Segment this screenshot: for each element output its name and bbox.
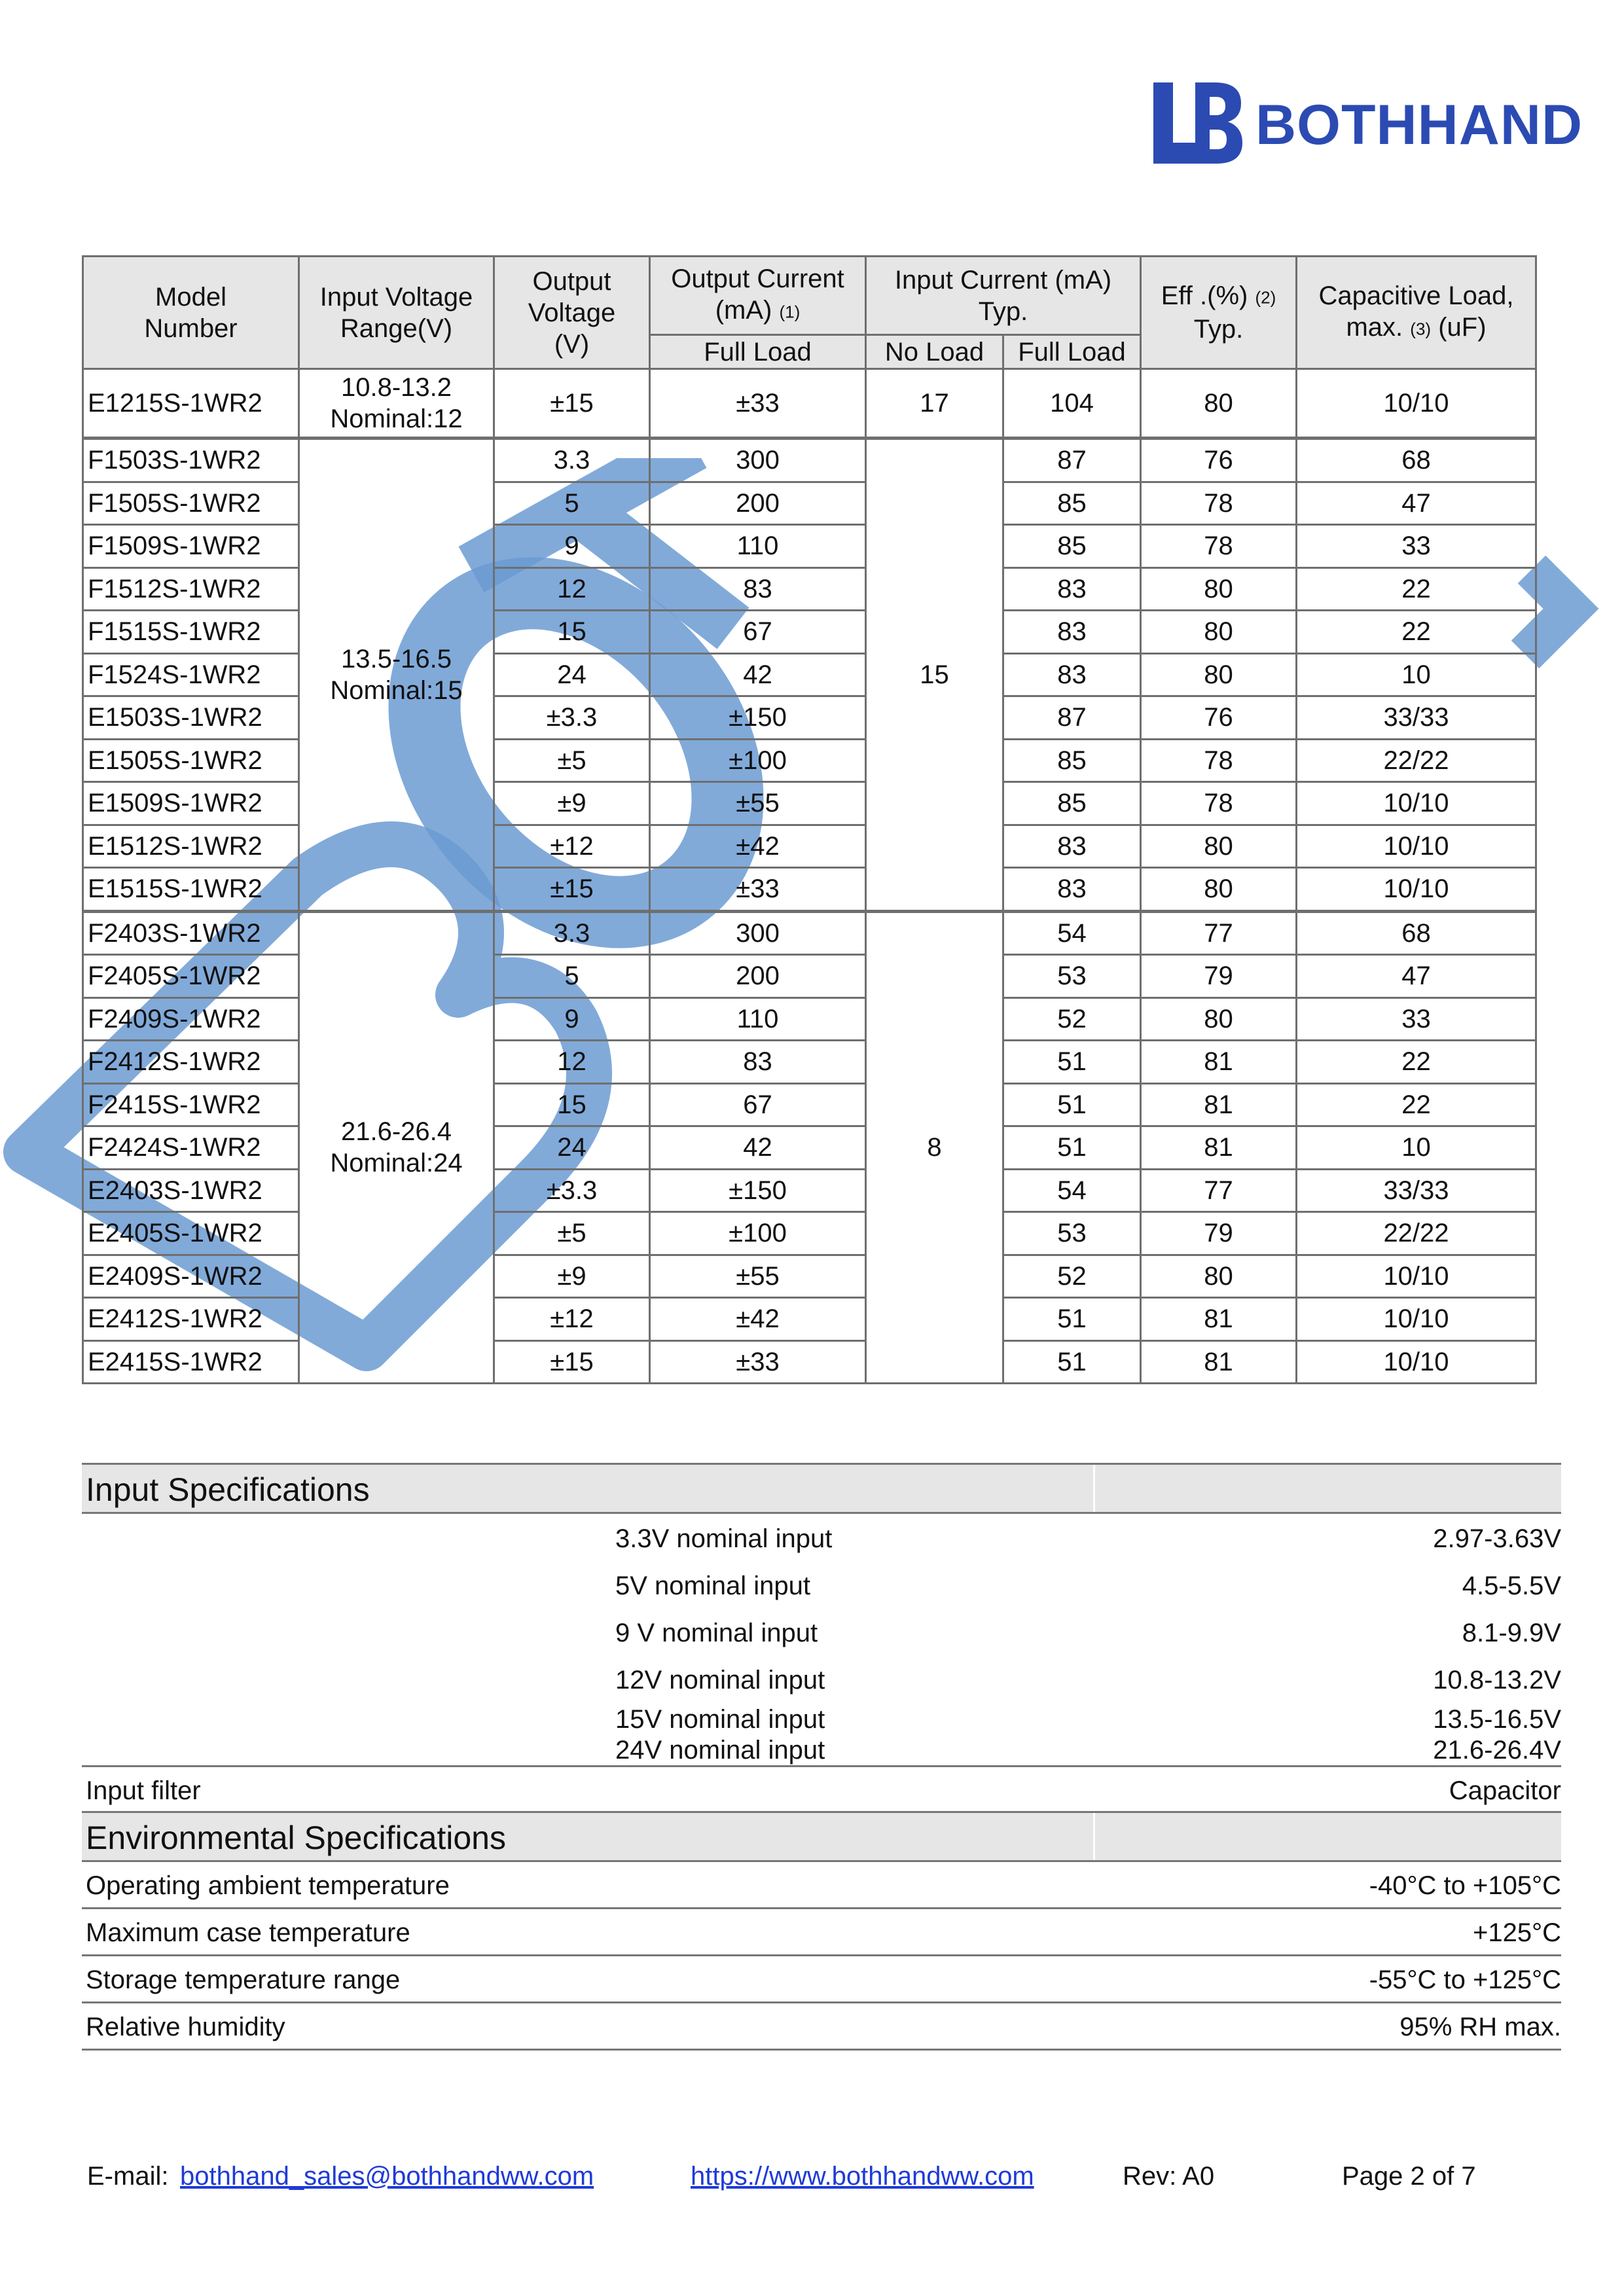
cell-output-current: 42 bbox=[650, 1126, 866, 1170]
cell-output-current: 200 bbox=[650, 482, 866, 525]
cell-capacitive-load: 22/22 bbox=[1297, 1212, 1536, 1255]
cell-model: E1505S-1WR2 bbox=[83, 739, 299, 782]
header-input-current: Input Current (mA) Typ. bbox=[866, 257, 1141, 335]
cell-capacitive-load: 33 bbox=[1297, 525, 1536, 568]
header-input-voltage-range: Input Voltage Range(V) bbox=[299, 257, 494, 369]
cell-capacitive-load: 10/10 bbox=[1297, 1298, 1536, 1341]
cell-capacitive-load: 10 bbox=[1297, 653, 1536, 696]
cell-output-current: 300 bbox=[650, 911, 866, 955]
range-value: 10.8-13.2 bbox=[340, 373, 452, 402]
cell-output-voltage: ±15 bbox=[494, 868, 650, 912]
cell-output-voltage: ±3.3 bbox=[494, 696, 650, 740]
cell-output-current: 110 bbox=[650, 997, 866, 1041]
cell-output-current: 67 bbox=[650, 1083, 866, 1126]
cell-efficiency: 80 bbox=[1141, 868, 1297, 912]
table-row bbox=[83, 439, 1536, 482]
spec-label: 9 V nominal input bbox=[615, 1619, 818, 1647]
spec-row bbox=[82, 1862, 1561, 1909]
table-row bbox=[83, 911, 1536, 955]
cell-capacitive-load: 10/10 bbox=[1297, 782, 1536, 825]
header-output-current: Output Current (mA) (1) bbox=[650, 257, 866, 335]
spec-row bbox=[82, 1617, 1561, 1649]
cell-full-load-current: 83 bbox=[1003, 825, 1141, 868]
cell-model: E2403S-1WR2 bbox=[83, 1169, 299, 1212]
cell-efficiency: 81 bbox=[1141, 1340, 1297, 1384]
cell-capacitive-load: 22/22 bbox=[1297, 739, 1536, 782]
cell-output-current: ±33 bbox=[650, 1340, 866, 1384]
cell-output-current: 300 bbox=[650, 439, 866, 482]
spec-value: 10.8-13.2V bbox=[1433, 1666, 1561, 1695]
cell-full-load-current: 83 bbox=[1003, 567, 1141, 611]
cell-model: E1503S-1WR2 bbox=[83, 696, 299, 740]
cell-output-voltage: ±9 bbox=[494, 782, 650, 825]
cell-output-current: 42 bbox=[650, 653, 866, 696]
cell-full-load-current: 54 bbox=[1003, 911, 1141, 955]
spec-row bbox=[82, 1704, 1561, 1735]
spec-value: -55°C to +125°C bbox=[1369, 1965, 1561, 1994]
cell-full-load-current: 52 bbox=[1003, 997, 1141, 1041]
cell-capacitive-load: 10/10 bbox=[1297, 369, 1536, 439]
cell-output-voltage: 9 bbox=[494, 525, 650, 568]
cell-output-current: ±150 bbox=[650, 1169, 866, 1212]
spec-value: 21.6-26.4V bbox=[1433, 1736, 1561, 1765]
cell-capacitive-load: 22 bbox=[1297, 1083, 1536, 1126]
cell-full-load-current: 87 bbox=[1003, 439, 1141, 482]
cell-full-load-current: 51 bbox=[1003, 1041, 1141, 1084]
cell-efficiency: 80 bbox=[1141, 567, 1297, 611]
spec-value: 13.5-16.5V bbox=[1433, 1705, 1561, 1734]
spec-value: +125°C bbox=[1473, 1918, 1561, 1947]
cell-model: E1515S-1WR2 bbox=[83, 868, 299, 912]
cell-output-current: 110 bbox=[650, 525, 866, 568]
cell-efficiency: 80 bbox=[1141, 997, 1297, 1041]
header-model-number: Model Number bbox=[83, 257, 299, 369]
cell-model: E2405S-1WR2 bbox=[83, 1212, 299, 1255]
cell-model: E2409S-1WR2 bbox=[83, 1255, 299, 1298]
website-link[interactable]: https://www.bothhandww.com bbox=[691, 2162, 1034, 2191]
cell-model: E2412S-1WR2 bbox=[83, 1298, 299, 1341]
cell-output-current: ±42 bbox=[650, 825, 866, 868]
spec-label: 5V nominal input bbox=[615, 1571, 810, 1600]
spec-label: 12V nominal input bbox=[615, 1666, 825, 1695]
spec-row bbox=[82, 1570, 1561, 1602]
cell-capacitive-load: 10/10 bbox=[1297, 1340, 1536, 1384]
section-title: Input Specifications bbox=[86, 1471, 370, 1508]
cell-output-current: ±33 bbox=[650, 868, 866, 912]
cell-output-voltage: ±5 bbox=[494, 739, 650, 782]
cell-model: F1503S-1WR2 bbox=[83, 439, 299, 482]
range-value: 21.6-26.4 bbox=[340, 1117, 452, 1147]
cell-capacitive-load: 68 bbox=[1297, 439, 1536, 482]
range-nominal: Nominal:15 bbox=[330, 675, 463, 705]
cell-full-load-current: 52 bbox=[1003, 1255, 1141, 1298]
page-footer bbox=[87, 2160, 1527, 2199]
cell-output-voltage: 15 bbox=[494, 1083, 650, 1126]
range-nominal: Nominal:24 bbox=[330, 1149, 463, 1178]
cell-output-voltage: ±3.3 bbox=[494, 1169, 650, 1212]
cell-efficiency: 80 bbox=[1141, 653, 1297, 696]
spec-row bbox=[82, 1523, 1561, 1554]
cell-output-current: ±55 bbox=[650, 782, 866, 825]
cell-output-voltage: 5 bbox=[494, 482, 650, 525]
cell-efficiency: 79 bbox=[1141, 955, 1297, 998]
cell-efficiency: 81 bbox=[1141, 1298, 1297, 1341]
cell-output-voltage: ±12 bbox=[494, 825, 650, 868]
spec-label: Input filter bbox=[86, 1776, 201, 1805]
cell-model: F1509S-1WR2 bbox=[83, 525, 299, 568]
cell-output-voltage: ±12 bbox=[494, 1298, 650, 1341]
spec-row bbox=[82, 1909, 1561, 1956]
cell-model: F2409S-1WR2 bbox=[83, 997, 299, 1041]
brand-name: BOTHHAND bbox=[1255, 94, 1583, 156]
input-filter-row bbox=[82, 1767, 1561, 1813]
cell-no-load-current: 8 bbox=[866, 911, 1003, 1384]
cell-efficiency: 78 bbox=[1141, 482, 1297, 525]
cell-output-voltage: ±15 bbox=[494, 1340, 650, 1384]
table-row bbox=[83, 369, 1536, 439]
cell-output-current: 67 bbox=[650, 611, 866, 654]
cell-capacitive-load: 22 bbox=[1297, 567, 1536, 611]
cell-output-current: ±42 bbox=[650, 1298, 866, 1341]
header-output-voltage: Output Voltage (V) bbox=[494, 257, 650, 369]
cell-full-load-current: 83 bbox=[1003, 868, 1141, 912]
cell-efficiency: 78 bbox=[1141, 782, 1297, 825]
spec-value: -40°C to +105°C bbox=[1369, 1871, 1561, 1900]
cell-efficiency: 81 bbox=[1141, 1083, 1297, 1126]
cell-model: F2405S-1WR2 bbox=[83, 955, 299, 998]
cell-model: F2403S-1WR2 bbox=[83, 911, 299, 955]
cell-model: F2415S-1WR2 bbox=[83, 1083, 299, 1126]
model-spec-table bbox=[82, 255, 1537, 1384]
cell-capacitive-load: 10 bbox=[1297, 1126, 1536, 1170]
spec-row bbox=[82, 1664, 1561, 1696]
page-number: Page 2 of 7 bbox=[1342, 2162, 1476, 2191]
cell-efficiency: 77 bbox=[1141, 911, 1297, 955]
cell-full-load-current: 85 bbox=[1003, 782, 1141, 825]
header-efficiency: Eff .(%) (2) Typ. bbox=[1141, 257, 1297, 369]
cell-capacitive-load: 68 bbox=[1297, 911, 1536, 955]
input-voltage-ranges bbox=[82, 1514, 1561, 1767]
spec-value: 95% RH max. bbox=[1399, 2013, 1561, 2041]
cell-efficiency: 78 bbox=[1141, 525, 1297, 568]
cell-full-load-current: 87 bbox=[1003, 696, 1141, 740]
cell-output-voltage: 15 bbox=[494, 611, 650, 654]
spec-row bbox=[82, 2003, 1561, 2051]
cell-output-voltage: 3.3 bbox=[494, 439, 650, 482]
cell-output-voltage: ±5 bbox=[494, 1212, 650, 1255]
spec-value: Capacitor bbox=[1449, 1776, 1561, 1805]
spec-row bbox=[82, 1956, 1561, 2003]
header-input-no-load: No Load bbox=[866, 335, 1003, 369]
cell-efficiency: 80 bbox=[1141, 1255, 1297, 1298]
cell-input-range bbox=[299, 369, 494, 439]
email-link[interactable]: bothhand_sales@bothhandww.com bbox=[180, 2162, 594, 2191]
cell-output-voltage: 5 bbox=[494, 955, 650, 998]
revision: Rev: A0 bbox=[1123, 2162, 1215, 2191]
cell-output-voltage: 12 bbox=[494, 1041, 650, 1084]
cell-full-load-current: 51 bbox=[1003, 1298, 1141, 1341]
cell-output-voltage: ±15 bbox=[494, 369, 650, 439]
cell-capacitive-load: 33 bbox=[1297, 997, 1536, 1041]
cell-model: E1509S-1WR2 bbox=[83, 782, 299, 825]
cell-capacitive-load: 22 bbox=[1297, 611, 1536, 654]
cell-full-load-current: 51 bbox=[1003, 1126, 1141, 1170]
cell-model: F1512S-1WR2 bbox=[83, 567, 299, 611]
model-table-body bbox=[83, 369, 1536, 1384]
cell-efficiency: 81 bbox=[1141, 1041, 1297, 1084]
cell-output-current: ±100 bbox=[650, 739, 866, 782]
cell-efficiency: 80 bbox=[1141, 825, 1297, 868]
cell-output-voltage: 12 bbox=[494, 567, 650, 611]
cell-efficiency: 80 bbox=[1141, 369, 1297, 439]
cell-capacitive-load: 10/10 bbox=[1297, 825, 1536, 868]
cell-no-load-current: 15 bbox=[866, 439, 1003, 912]
spec-label: Maximum case temperature bbox=[86, 1918, 410, 1947]
cell-efficiency: 78 bbox=[1141, 739, 1297, 782]
cell-model: E1512S-1WR2 bbox=[83, 825, 299, 868]
cell-model: F2412S-1WR2 bbox=[83, 1041, 299, 1084]
env-specs-header bbox=[82, 1813, 1561, 1862]
cell-model: F1524S-1WR2 bbox=[83, 653, 299, 696]
cell-model: F1515S-1WR2 bbox=[83, 611, 299, 654]
cell-full-load-current: 83 bbox=[1003, 653, 1141, 696]
cell-output-current: 83 bbox=[650, 1041, 866, 1084]
cell-output-current: ±33 bbox=[650, 369, 866, 439]
cell-efficiency: 81 bbox=[1141, 1126, 1297, 1170]
cell-efficiency: 76 bbox=[1141, 439, 1297, 482]
cell-capacitive-load: 33/33 bbox=[1297, 696, 1536, 740]
spec-value: 2.97-3.63V bbox=[1433, 1524, 1561, 1553]
cell-model: E2415S-1WR2 bbox=[83, 1340, 299, 1384]
cell-input-range bbox=[299, 911, 494, 1384]
cell-capacitive-load: 47 bbox=[1297, 955, 1536, 998]
header-input-full-load: Full Load bbox=[1003, 335, 1141, 369]
specifications bbox=[82, 1463, 1561, 2051]
cell-full-load-current: 54 bbox=[1003, 1169, 1141, 1212]
brand-logo bbox=[1152, 77, 1583, 169]
cell-full-load-current: 85 bbox=[1003, 482, 1141, 525]
cell-output-voltage: 24 bbox=[494, 653, 650, 696]
cell-capacitive-load: 10/10 bbox=[1297, 1255, 1536, 1298]
cell-output-voltage: ±9 bbox=[494, 1255, 650, 1298]
cell-output-current: ±55 bbox=[650, 1255, 866, 1298]
section-title: Environmental Specifications bbox=[86, 1820, 506, 1856]
cell-capacitive-load: 47 bbox=[1297, 482, 1536, 525]
cell-capacitive-load: 22 bbox=[1297, 1041, 1536, 1084]
spec-row bbox=[82, 1734, 1561, 1766]
email-label: E-mail: bbox=[87, 2162, 169, 2191]
cell-efficiency: 80 bbox=[1141, 611, 1297, 654]
cell-full-load-current: 85 bbox=[1003, 739, 1141, 782]
cell-efficiency: 77 bbox=[1141, 1169, 1297, 1212]
cell-output-current: 200 bbox=[650, 955, 866, 998]
cell-efficiency: 79 bbox=[1141, 1212, 1297, 1255]
header-output-full-load: Full Load bbox=[650, 335, 866, 369]
cell-input-range bbox=[299, 439, 494, 912]
cell-full-load-current: 85 bbox=[1003, 525, 1141, 568]
cell-output-current: 83 bbox=[650, 567, 866, 611]
spec-label: Storage temperature range bbox=[86, 1965, 401, 1994]
header-capacitive-load: Capacitive Load, max. (3) (uF) bbox=[1297, 257, 1536, 369]
cell-efficiency: 76 bbox=[1141, 696, 1297, 740]
spec-label: 15V nominal input bbox=[615, 1705, 825, 1734]
range-value: 13.5-16.5 bbox=[340, 644, 452, 673]
cell-full-load-current: 53 bbox=[1003, 955, 1141, 998]
cell-output-voltage: 3.3 bbox=[494, 911, 650, 955]
cell-output-voltage: 24 bbox=[494, 1126, 650, 1170]
cell-full-load-current: 51 bbox=[1003, 1083, 1141, 1126]
cell-no-load-current: 17 bbox=[866, 369, 1003, 439]
cell-output-current: ±150 bbox=[650, 696, 866, 740]
spec-value: 8.1-9.9V bbox=[1462, 1619, 1561, 1647]
cell-full-load-current: 53 bbox=[1003, 1212, 1141, 1255]
cell-output-current: ±100 bbox=[650, 1212, 866, 1255]
input-specs-header bbox=[82, 1463, 1561, 1514]
cell-capacitive-load: 33/33 bbox=[1297, 1169, 1536, 1212]
spec-label: 3.3V nominal input bbox=[615, 1524, 833, 1553]
cell-full-load-current: 83 bbox=[1003, 611, 1141, 654]
cell-full-load-current: 104 bbox=[1003, 369, 1141, 439]
bothhand-logo-icon bbox=[1152, 77, 1244, 169]
spec-label: Operating ambient temperature bbox=[86, 1871, 450, 1900]
cell-model: F2424S-1WR2 bbox=[83, 1126, 299, 1170]
spec-label: Relative humidity bbox=[86, 2013, 285, 2041]
spec-label: 24V nominal input bbox=[615, 1736, 825, 1765]
range-nominal: Nominal:12 bbox=[330, 404, 463, 433]
cell-full-load-current: 51 bbox=[1003, 1340, 1141, 1384]
cell-output-voltage: 9 bbox=[494, 997, 650, 1041]
cell-model: E1215S-1WR2 bbox=[83, 369, 299, 439]
spec-value: 4.5-5.5V bbox=[1462, 1571, 1561, 1600]
cell-model: F1505S-1WR2 bbox=[83, 482, 299, 525]
cell-capacitive-load: 10/10 bbox=[1297, 868, 1536, 912]
